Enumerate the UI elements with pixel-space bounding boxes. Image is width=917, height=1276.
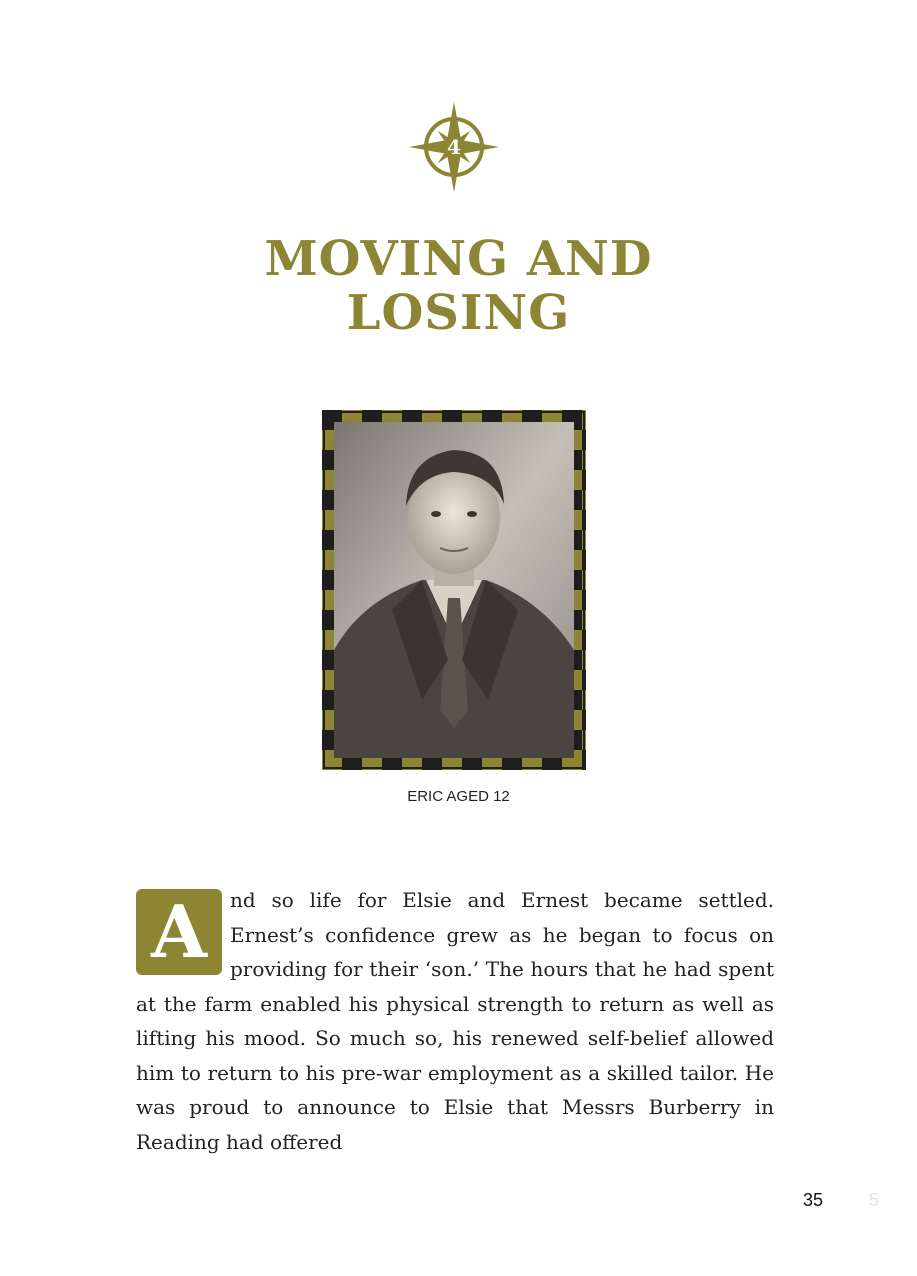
chapter-title-line-2: LOSING [346, 285, 571, 341]
bleed-through-page-number: 5 [869, 1190, 880, 1210]
body-text: nd so life for Elsie and Ernest became settled. Ernest’s confidence grew as he began to focus on providing for their ‘son.’ The hours that he had spent at the farm enabled his physical strength to return as well as lifting his mood. So much so, his renewed self-belief allowed him to return to his pre-war employment as a skilled tailor. He was proud to announce to Elsie that Messrs Burberry in Reading had offered [136, 888, 774, 1154]
chapter-title [0, 232, 917, 340]
page-number: 35 [803, 1190, 824, 1210]
drop-cap [136, 889, 222, 975]
compass-icon [409, 102, 499, 192]
portrait-photo [322, 410, 586, 770]
chapter-title-line-1: MOVING AND [264, 231, 653, 287]
photo-frame [322, 410, 586, 770]
drop-cap-letter: A [151, 889, 207, 974]
body-paragraph [136, 883, 774, 1159]
photo-caption: ERIC AGED 12 [407, 788, 510, 805]
chapter-number: 4 [447, 135, 461, 159]
chapter-compass-badge [409, 102, 499, 192]
